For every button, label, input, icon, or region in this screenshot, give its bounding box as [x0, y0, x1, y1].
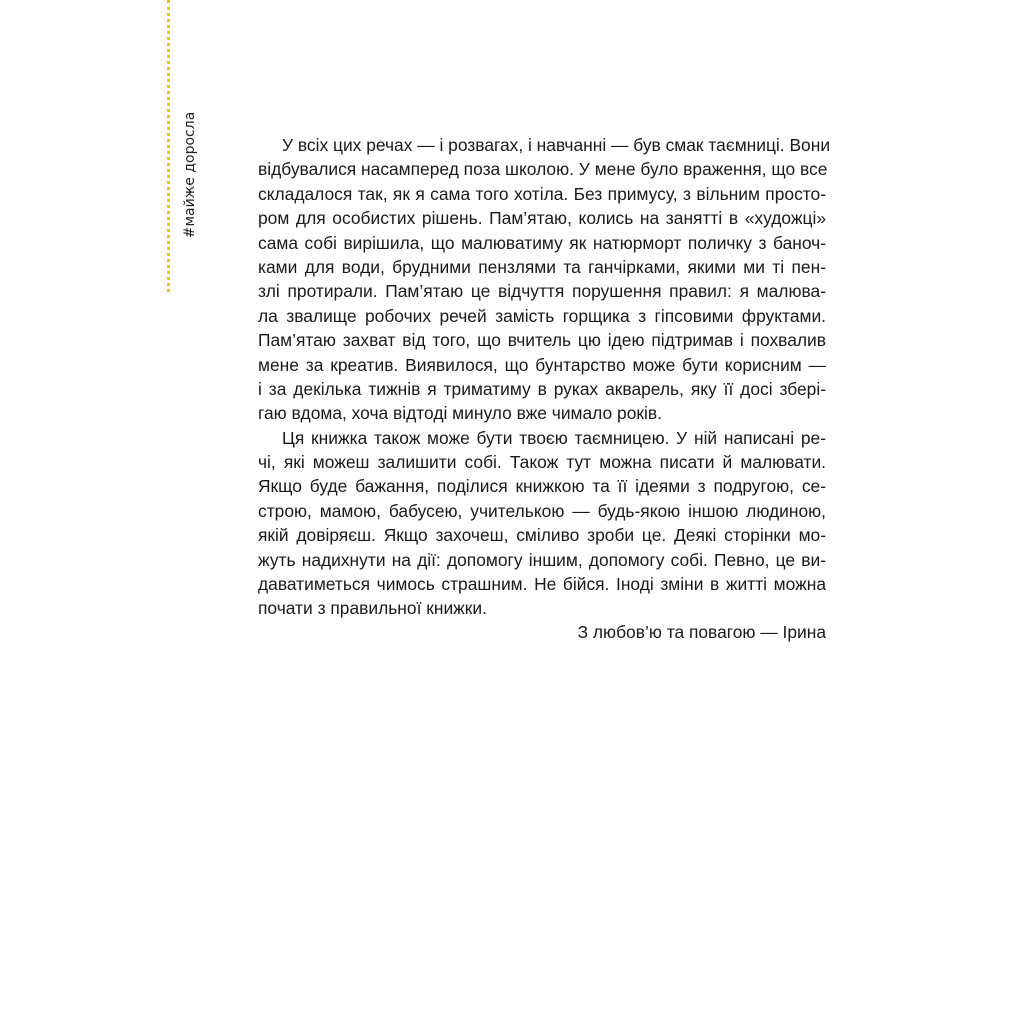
text-line: сама собі вирішила, що малюватиму як натюрморт поличку з баноч-	[258, 232, 826, 253]
body-text	[258, 133, 831, 621]
yellow-dotted-margin-line	[167, 0, 173, 292]
text-line: гаю вдома, хоча відтоді минуло вже чимало років.	[258, 403, 662, 424]
text-line: і за декілька тижнів я триматиму в руках акварель, яку її досі збері-	[258, 378, 826, 399]
text-line: ла звалище робочих речей замість горщика з гіпсовими фруктами.	[258, 305, 826, 326]
text-line: ками для води, брудними пензлями та ганчірками, якими ми ті пен-	[258, 256, 826, 277]
running-header-text: #майже доросла	[182, 111, 198, 239]
text-line: Якщо буде бажання, поділися книжкою та її ідеями з подругою, се-	[258, 476, 826, 497]
text-line: злі протирали. Пам’ятаю це відчуття порушення правил: я малюва-	[258, 281, 826, 302]
text-line: даватиметься чимось страшним. Не бійся. Іноді зміни в житті можна	[258, 574, 826, 595]
text-line: Пам’ятаю захват від того, що вчитель цю ідею підтримав і похвалив	[258, 330, 826, 351]
text-line: якій довіряєш. Якщо захочеш, сміливо зроби це. Деякі сторінки мо-	[258, 525, 826, 546]
text-line: мене за креатив. Виявилося, що бунтарство може бути корисним —	[258, 354, 826, 375]
text-line: почати з правильної книжки.	[258, 598, 487, 619]
text-line: У всіх цих речах — і розвагах, і навчанні — був смак таємниці. Вони	[282, 135, 831, 155]
text-line: ром для особистих рішень. Пам’ятаю, колись на занятті в «художці»	[258, 208, 826, 229]
running-header	[180, 105, 200, 245]
text-line: строю, мамою, бабусею, учителькою — будь-якою іншою людиною,	[258, 500, 826, 521]
text-line: складалося так, як я сама того хотіла. Без примусу, з вільним просто-	[258, 183, 826, 204]
text-line: чі, які можеш залишити собі. Також тут можна писати й малювати.	[258, 452, 826, 473]
signature: З любов’ю та повагою — Ірина	[577, 622, 826, 642]
text-line: Ця книжка також може бути твоєю таємницею. У ній написані ре-	[282, 427, 826, 448]
text-line: жуть надихнути на дії: допомогу іншим, допомогу собі. Певно, це ви-	[258, 549, 826, 570]
text-line: відбувалися насамперед поза школою. У мене було враження, що все	[258, 159, 828, 180]
